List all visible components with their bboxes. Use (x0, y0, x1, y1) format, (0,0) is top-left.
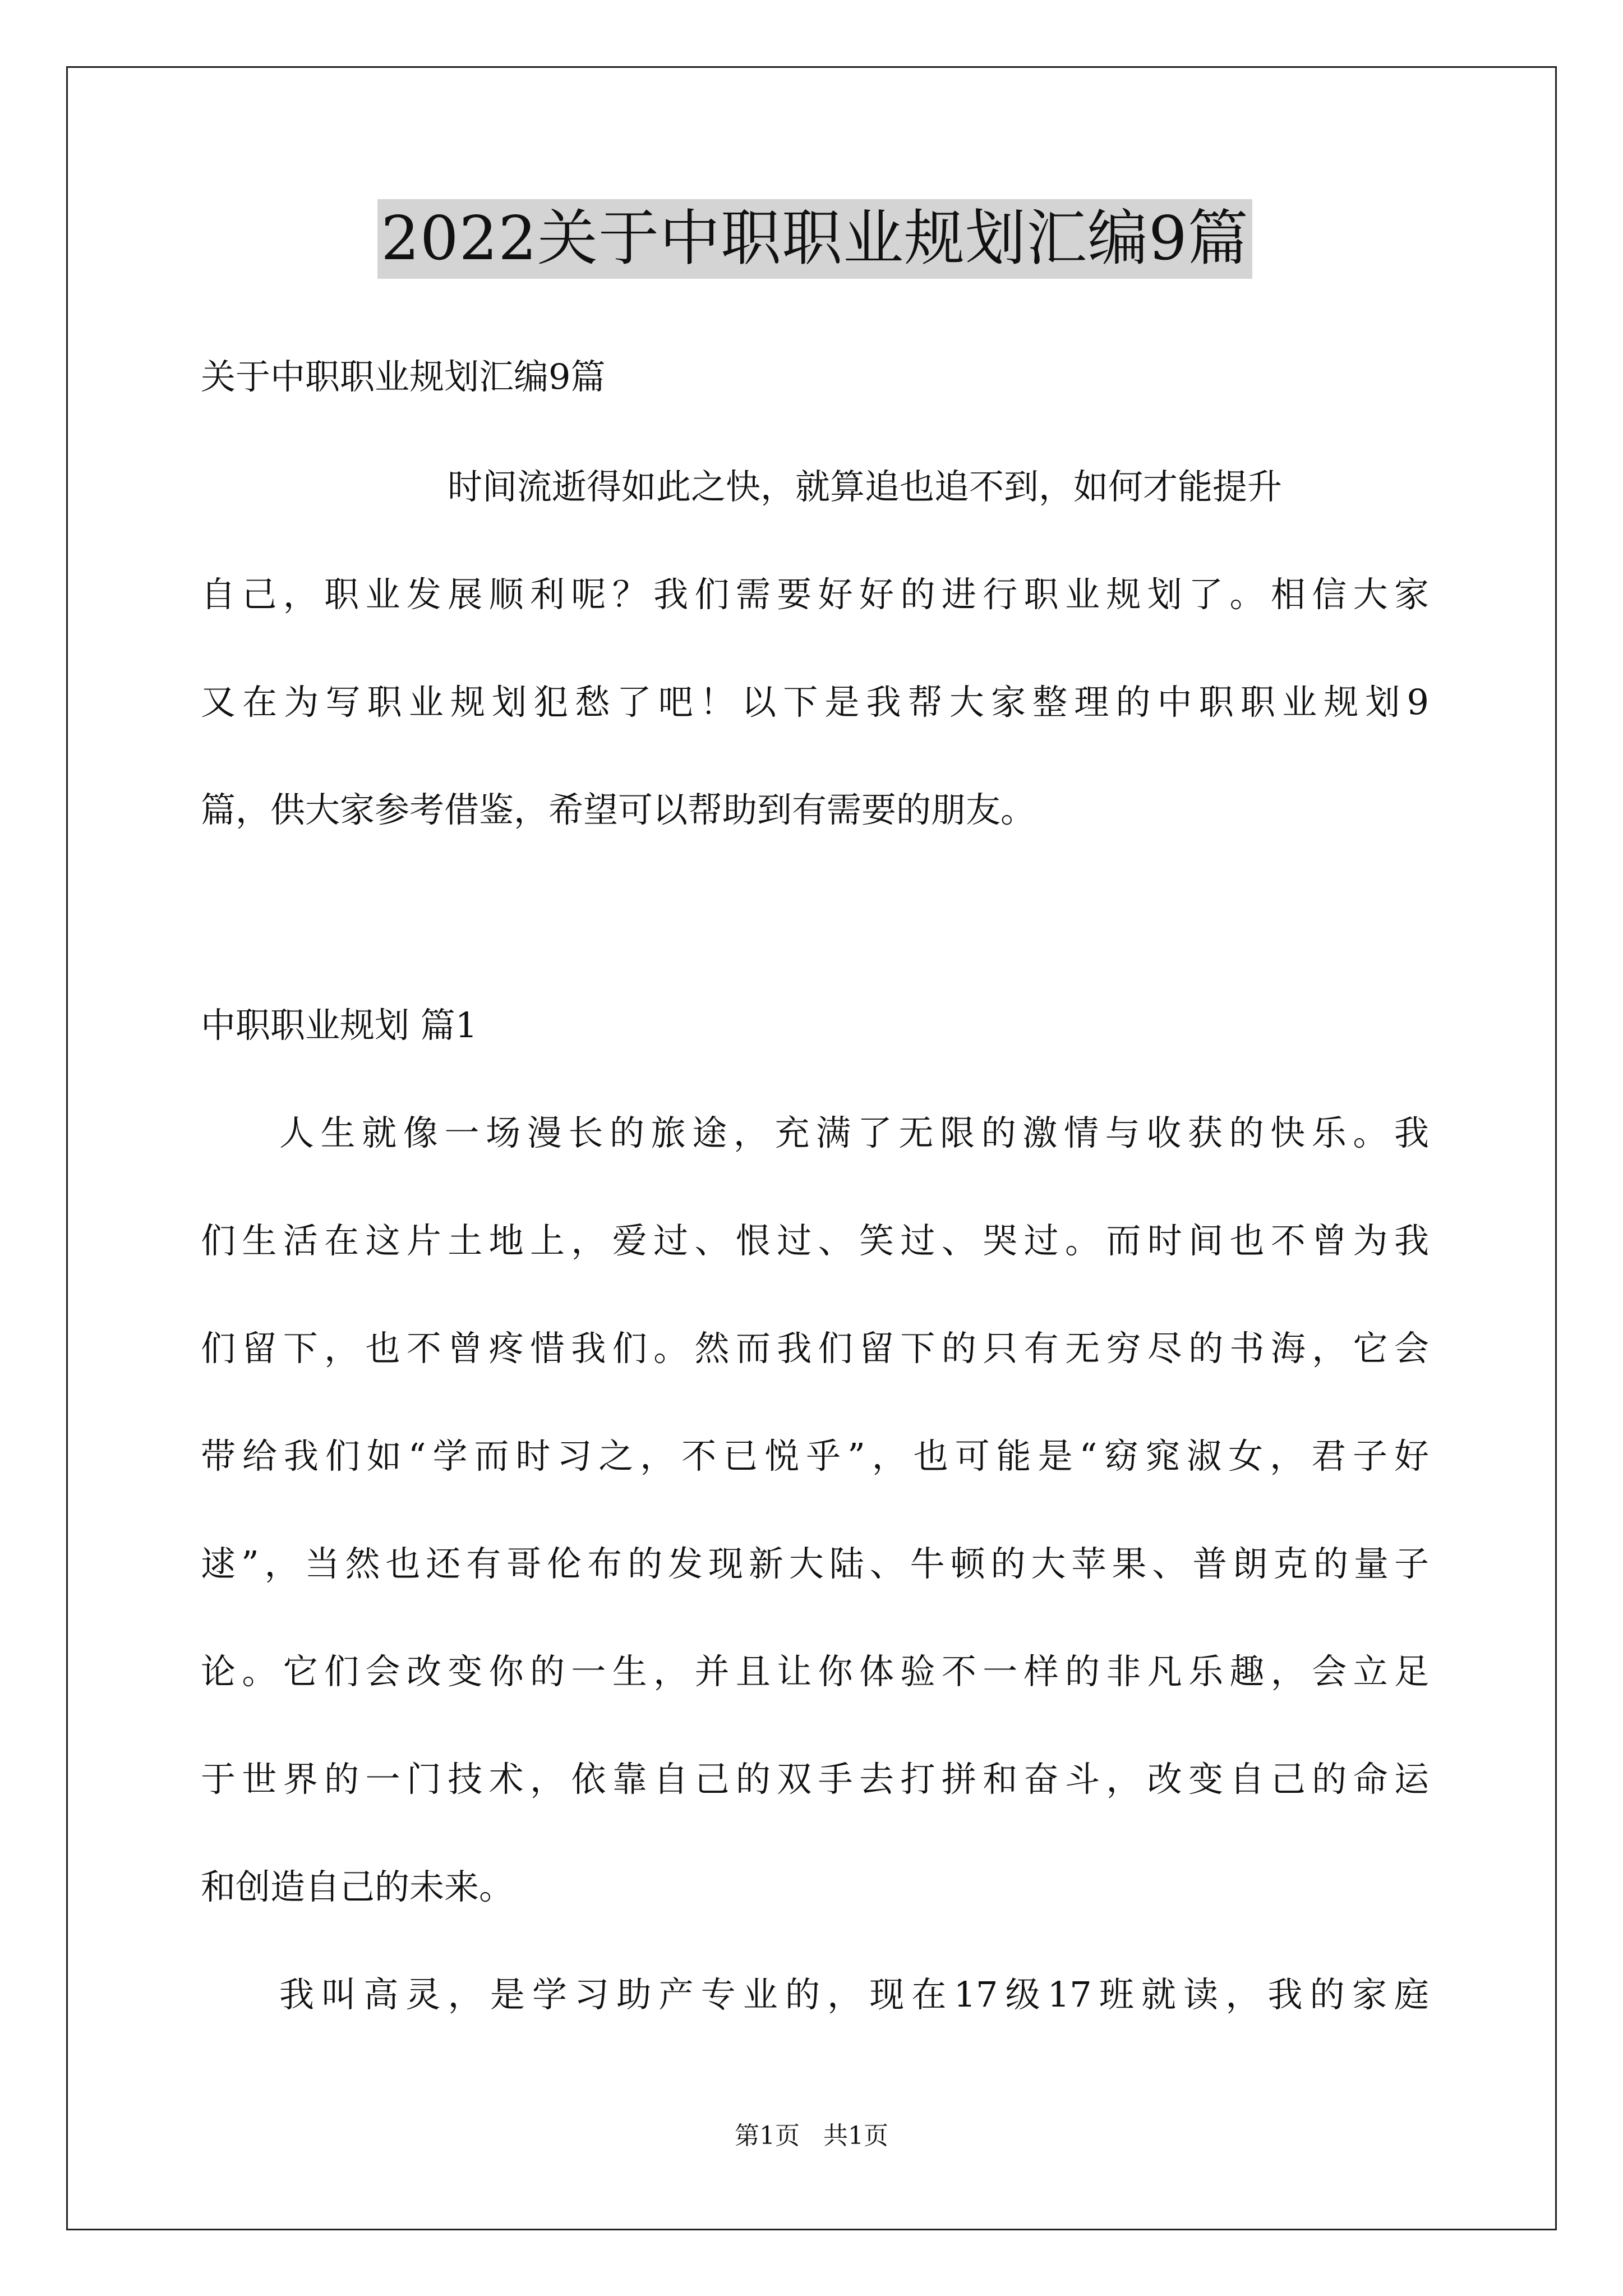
document-title: 2022关于中职职业规划汇编9篇 (377, 199, 1252, 279)
section-heading: 中职职业规划 篇1 (201, 1005, 478, 1046)
intro-line-2: 自己，职业发展顺利呢？我们需要好好的进行职业规划了。相信大家 (201, 574, 1429, 615)
para1-line-4: 带给我们如“学而时习之，不已悦乎”，也可能是“窈窕淑女，君子好 (201, 1435, 1429, 1476)
para1-line-1: 人生就像一场漫长的旅途，充满了无限的激情与收获的快乐。我 (279, 1112, 1429, 1153)
para1-line-3: 们留下，也不曾疼惜我们。然而我们留下的只有无穷尽的书海，它会 (201, 1328, 1429, 1369)
para1-line-8: 和创造自己的未来。 (201, 1866, 514, 1907)
para1-line-7: 于世界的一门技术，依靠自己的双手去打拼和奋斗，改变自己的命运 (201, 1759, 1429, 1800)
page-footer: 第1页 共1页 (735, 2122, 888, 2150)
para1-line-6: 论。它们会改变你的一生，并且让你体验不一样的非凡乐趣，会立足 (201, 1651, 1429, 1692)
intro-line-4: 篇，供大家参考借鉴，希望可以帮助到有需要的朋友。 (201, 789, 1036, 830)
para1-line-5: 逑”，当然也还有哥伦布的发现新大陆、牛顿的大苹果、普朗克的量子 (201, 1543, 1429, 1584)
title-block (201, 199, 1429, 279)
document-subtitle: 关于中职职业规划汇编9篇 (201, 356, 606, 397)
para1-line-2: 们生活在这片土地上，爱过、恨过、笑过、哭过。而时间也不曾为我 (201, 1220, 1429, 1261)
intro-line-3: 又在为写职业规划犯愁了吧！以下是我帮大家整理的中职职业规划9 (201, 682, 1429, 723)
para2-line-1: 我叫高灵，是学习助产专业的，现在17级17班就读，我的家庭 (279, 1974, 1429, 2015)
intro-line-1: 时间流逝得如此之快，就算追也追不到，如何才能提升 (448, 466, 1283, 507)
